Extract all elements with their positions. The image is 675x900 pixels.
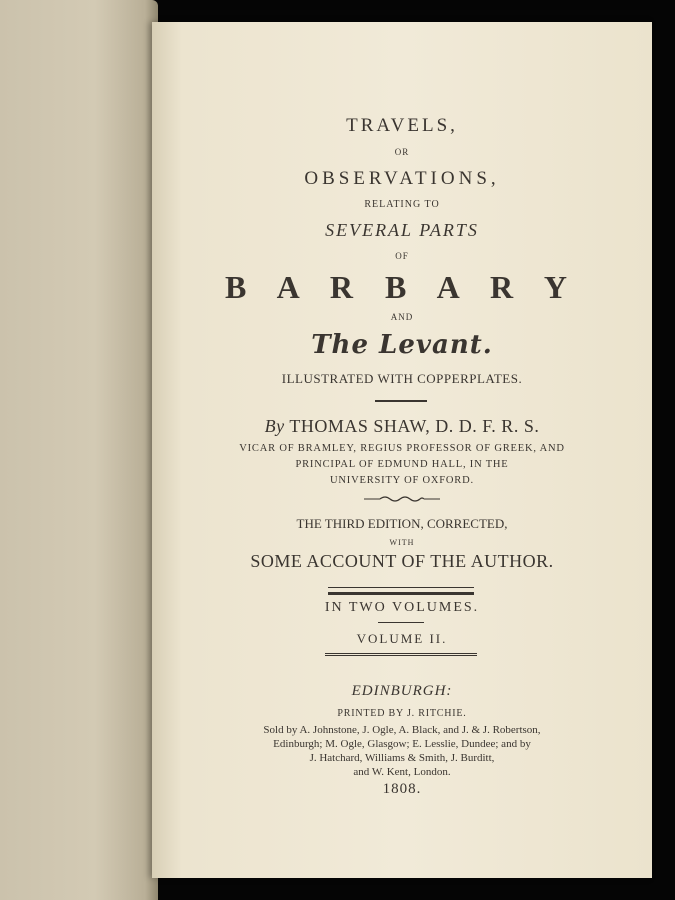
left-page xyxy=(0,0,158,900)
author-name: THOMAS SHAW, D. D. F. R. S. xyxy=(289,416,540,436)
sold-by-line-4: and W. Kent, London. xyxy=(353,766,451,778)
imprint-place: EDINBURGH: xyxy=(351,683,453,699)
short-rule xyxy=(378,622,424,623)
edition-with: WITH xyxy=(389,538,415,547)
author-description-3: UNIVERSITY OF OXFORD. xyxy=(330,475,474,486)
author-line xyxy=(152,416,652,437)
publication-year: 1808. xyxy=(382,781,422,797)
sold-by-line-1: Sold by A. Johnstone, J. Ogle, A. Black, and J. & J. Robertson, xyxy=(263,724,541,736)
edition-account: SOME ACCOUNT OF THE AUTHOR. xyxy=(250,551,554,571)
title-or: OR xyxy=(394,147,410,157)
title-and: AND xyxy=(390,312,414,322)
title-the-levant: The Levant. xyxy=(311,330,493,360)
author-by: By xyxy=(264,416,285,436)
title-relating-to: RELATING TO xyxy=(364,199,440,210)
volume-number: VOLUME II. xyxy=(356,631,448,646)
title-travels: TRAVELS, xyxy=(346,115,458,136)
sold-by-line-3: J. Hatchard, Williams & Smith, J. Burditt, xyxy=(309,752,495,764)
imprint-printer: PRINTED BY J. RITCHIE. xyxy=(337,708,467,719)
author-description-2: PRINCIPAL OF EDMUND HALL, IN THE xyxy=(295,459,509,470)
title-barbary: B A R B A R Y xyxy=(225,269,579,305)
title-of: OF xyxy=(395,251,409,261)
edition-line: THE THIRD EDITION, CORRECTED, xyxy=(296,516,508,531)
title-page xyxy=(152,22,652,878)
subtitle-copperplates: ILLUSTRATED WITH COPPERPLATES. xyxy=(281,371,523,386)
divider-rule xyxy=(375,400,427,402)
thick-rule xyxy=(328,587,474,595)
sold-by-line-2: Edinburgh; M. Ogle, Glasgow; E. Lesslie, Dundee; and by xyxy=(273,738,531,750)
double-rule xyxy=(325,653,477,656)
author-description-1: VICAR OF BRAMLEY, REGIUS PROFESSOR OF GREEK, AND xyxy=(239,443,565,454)
title-several-parts: SEVERAL PARTS xyxy=(325,220,479,240)
ornament-divider xyxy=(362,495,442,503)
title-observations: OBSERVATIONS, xyxy=(304,168,500,189)
volumes-line: IN TWO VOLUMES. xyxy=(324,600,480,615)
